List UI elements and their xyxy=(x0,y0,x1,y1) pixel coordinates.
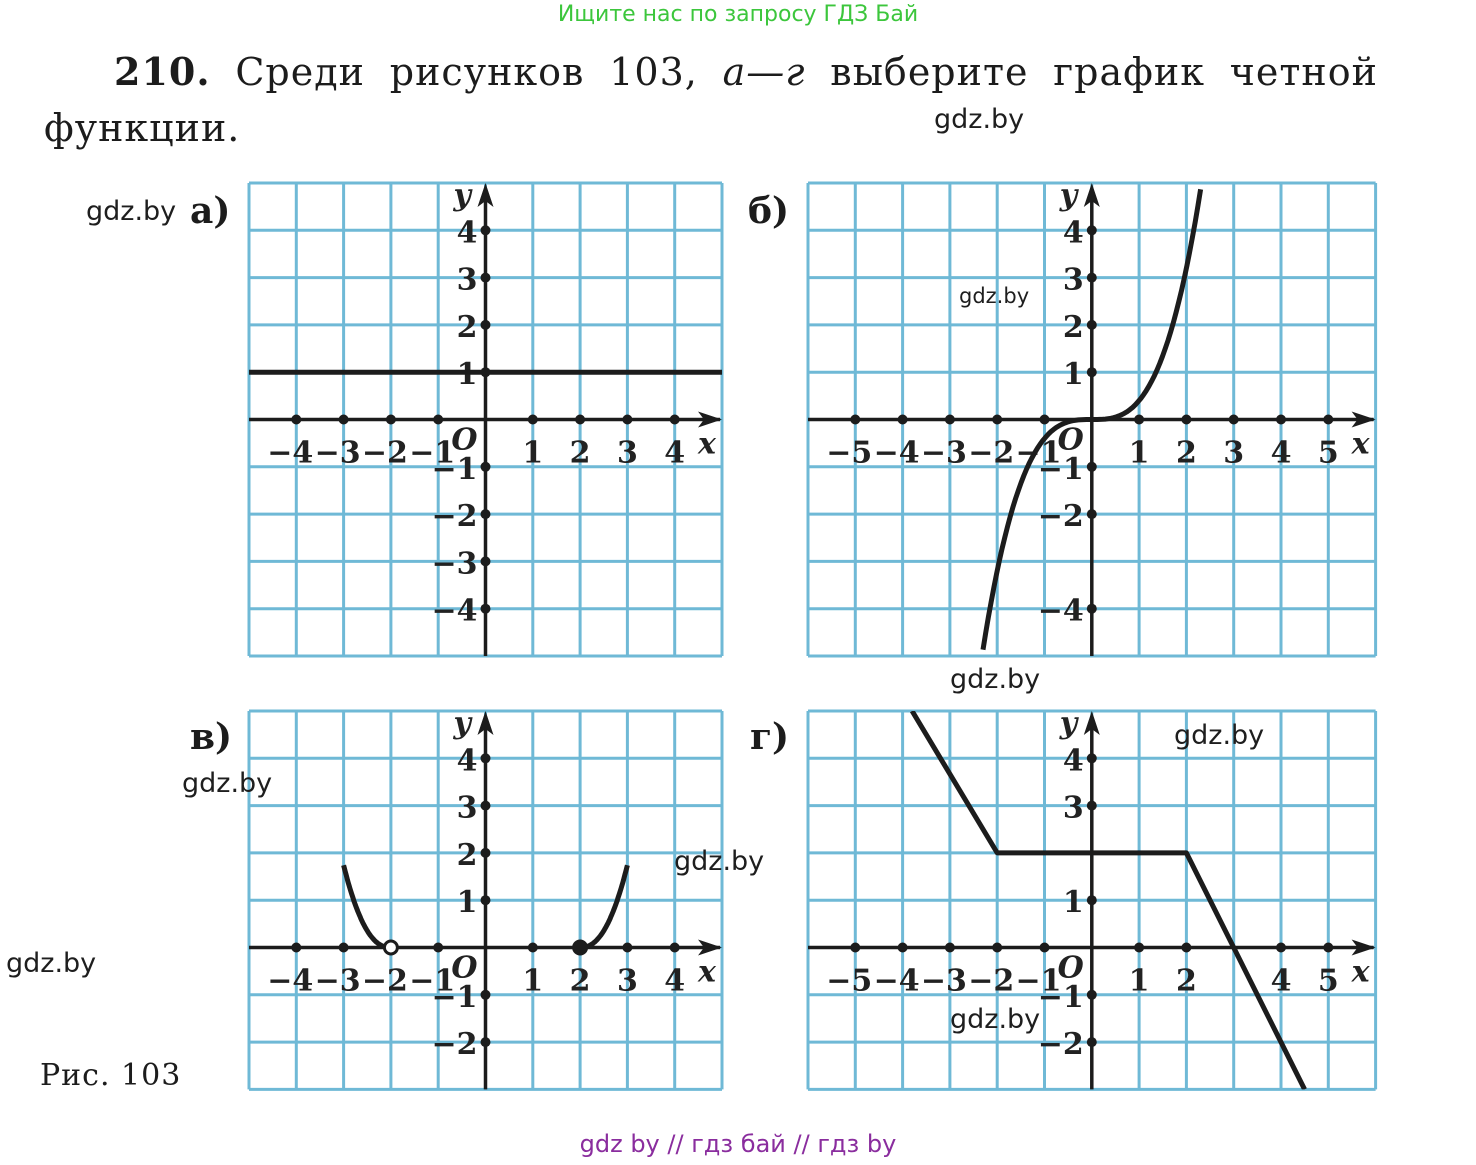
x-tick-label: −5 xyxy=(826,435,873,471)
problem-word: выберите xyxy=(830,50,1029,94)
x-tick-label: −1 xyxy=(409,435,456,471)
figure-caption: Рис. 103 xyxy=(40,1058,182,1093)
x-tick-label: −3 xyxy=(920,435,967,471)
x-tick xyxy=(992,415,1002,425)
x-tick xyxy=(850,415,860,425)
x-tick-label: 1 xyxy=(1128,435,1150,471)
x-tick-label: 4 xyxy=(1270,963,1292,999)
problem-line-2: функции. xyxy=(44,106,241,150)
y-tick xyxy=(481,556,491,566)
x-tick-label: −4 xyxy=(267,963,314,999)
y-tick xyxy=(481,225,491,235)
x-tick-label: 5 xyxy=(1317,435,1339,471)
y-tick-label: −1 xyxy=(431,451,478,487)
x-tick xyxy=(1134,943,1144,953)
origin-label: O xyxy=(451,422,478,458)
x-tick-label: −4 xyxy=(267,435,314,471)
y-tick xyxy=(481,462,491,472)
watermark: gdz.by xyxy=(182,768,273,799)
y-tick-label: 4 xyxy=(456,215,478,251)
panel-label-a: а) xyxy=(190,190,231,232)
y-tick-label: −1 xyxy=(1037,979,1084,1015)
x-tick-label: 3 xyxy=(616,963,638,999)
footer-links: gdz by // гдз бай // гдз by xyxy=(579,1130,897,1158)
x-tick-label: 4 xyxy=(664,435,686,471)
origin-label: O xyxy=(1057,950,1084,986)
watermark: gdz.by xyxy=(86,196,177,227)
y-tick xyxy=(481,509,491,519)
x-tick xyxy=(945,943,955,953)
y-tick xyxy=(481,895,491,905)
y-tick-label: −2 xyxy=(431,1027,478,1063)
x-tick-label: 3 xyxy=(1223,435,1245,471)
x-tick-label: −3 xyxy=(314,963,361,999)
x-axis-name: x xyxy=(1351,426,1370,462)
y-tick-label: 3 xyxy=(1062,262,1084,298)
x-tick-label: 4 xyxy=(664,963,686,999)
y-tick-label: 1 xyxy=(1062,885,1084,921)
origin-label: O xyxy=(451,950,478,986)
y-tick xyxy=(481,801,491,811)
y-tick-label: 3 xyxy=(456,790,478,826)
y-axis-name: y xyxy=(1059,706,1078,741)
graph-panel-g xyxy=(808,706,1376,1089)
x-tick xyxy=(622,943,632,953)
x-tick-label: −2 xyxy=(361,435,408,471)
x-tick xyxy=(339,943,349,953)
x-tick xyxy=(386,415,396,425)
y-tick-label: 1 xyxy=(456,357,478,393)
x-tick-label: 2 xyxy=(1175,963,1197,999)
x-tick xyxy=(291,415,301,425)
x-tick xyxy=(575,415,585,425)
x-tick-label: 2 xyxy=(1175,435,1197,471)
y-tick xyxy=(481,1037,491,1047)
y-tick xyxy=(481,848,491,858)
y-tick-label: 4 xyxy=(456,743,478,779)
x-tick xyxy=(850,943,860,953)
problem-word: график xyxy=(1053,50,1205,94)
closed-point xyxy=(574,941,587,954)
watermark: gdz.by xyxy=(950,1004,1041,1035)
y-tick-label: 4 xyxy=(1062,743,1084,779)
x-tick xyxy=(1040,943,1050,953)
x-tick xyxy=(945,415,955,425)
x-tick xyxy=(898,415,908,425)
y-tick xyxy=(481,604,491,614)
function-curve xyxy=(580,865,627,947)
watermark: gdz.by xyxy=(674,846,765,877)
y-tick xyxy=(1087,462,1097,472)
x-tick xyxy=(992,943,1002,953)
y-axis-name: y xyxy=(1059,178,1078,213)
x-tick-label: −4 xyxy=(873,963,920,999)
x-tick-label: −3 xyxy=(314,435,361,471)
x-tick xyxy=(1276,943,1286,953)
y-tick xyxy=(481,320,491,330)
y-tick-label: −2 xyxy=(1037,1027,1084,1063)
function-curve xyxy=(344,865,391,947)
y-tick-label: −1 xyxy=(1037,451,1084,487)
x-tick xyxy=(1323,943,1333,953)
problem-number: 210. xyxy=(114,49,211,94)
y-tick-label: −4 xyxy=(431,593,478,629)
panel-label-g: г) xyxy=(750,716,790,758)
problem-word: 103, xyxy=(609,50,698,94)
x-tick-label: 5 xyxy=(1317,963,1339,999)
y-tick-label: −2 xyxy=(1037,499,1084,535)
y-tick xyxy=(481,273,491,283)
y-tick-label: −3 xyxy=(431,546,478,582)
x-tick xyxy=(670,415,680,425)
y-tick-label: −1 xyxy=(431,979,478,1015)
y-tick xyxy=(1087,801,1097,811)
top-banner: Ищите нас по запросу ГДЗ Бай xyxy=(557,2,919,27)
x-tick xyxy=(433,415,443,425)
y-tick-label: 2 xyxy=(456,309,478,345)
x-tick-label: 2 xyxy=(569,435,591,471)
y-tick xyxy=(1087,225,1097,235)
x-axis-name: x xyxy=(1351,954,1370,990)
x-tick xyxy=(898,943,908,953)
y-axis-name: y xyxy=(453,178,471,213)
x-tick xyxy=(1229,415,1239,425)
y-tick-label: 3 xyxy=(1062,790,1084,826)
y-tick-label: 4 xyxy=(1062,215,1084,251)
x-tick-label: −2 xyxy=(968,435,1015,471)
y-tick xyxy=(1087,273,1097,283)
graph-panel-b xyxy=(808,178,1376,656)
x-tick-label: −1 xyxy=(1015,963,1062,999)
y-tick-label: −2 xyxy=(431,499,478,535)
y-tick xyxy=(1087,1037,1097,1047)
y-tick-label: 3 xyxy=(456,262,478,298)
problem-word-italic: а—г xyxy=(722,50,806,94)
y-tick xyxy=(1087,895,1097,905)
x-tick-label: −1 xyxy=(1015,435,1062,471)
watermark: gdz.by xyxy=(950,664,1041,695)
x-tick-label: 1 xyxy=(522,435,544,471)
x-tick-label: −5 xyxy=(826,963,873,999)
x-axis-name: x xyxy=(698,426,716,462)
open-point xyxy=(384,941,397,954)
x-tick xyxy=(528,415,538,425)
x-tick xyxy=(1040,415,1050,425)
y-tick-label: 2 xyxy=(1062,309,1084,345)
x-tick-label: 4 xyxy=(1270,435,1292,471)
y-tick xyxy=(1087,990,1097,1000)
problem-word: рисунков xyxy=(389,50,585,94)
panel-label-b: б) xyxy=(748,190,790,232)
x-axis-name: x xyxy=(698,954,716,990)
y-tick-label: 2 xyxy=(456,837,478,873)
x-tick xyxy=(670,943,680,953)
x-tick xyxy=(339,415,349,425)
y-tick-label: 1 xyxy=(456,885,478,921)
x-tick-label: 2 xyxy=(569,963,591,999)
y-tick-label: 1 xyxy=(1062,357,1084,393)
y-tick xyxy=(481,753,491,763)
x-tick xyxy=(1323,415,1333,425)
x-tick-label: 1 xyxy=(1128,963,1150,999)
x-tick-label: −3 xyxy=(920,963,967,999)
problem-text xyxy=(44,44,1378,156)
x-tick xyxy=(1276,415,1286,425)
x-tick-label: −4 xyxy=(873,435,920,471)
watermark: gdz.by xyxy=(1174,720,1265,751)
x-tick-label: −1 xyxy=(409,963,456,999)
y-tick xyxy=(1087,753,1097,763)
watermark: gdz.by xyxy=(934,104,1025,135)
y-tick-label: −4 xyxy=(1037,593,1084,629)
panel-label-v: в) xyxy=(190,716,233,758)
x-tick-label: −2 xyxy=(361,963,408,999)
problem-word: Среди xyxy=(235,50,365,94)
x-tick xyxy=(1181,415,1191,425)
watermark: gdz.by xyxy=(6,948,97,979)
y-axis-name: y xyxy=(453,706,471,741)
x-tick-label: 1 xyxy=(522,963,544,999)
problem-word: четной xyxy=(1229,50,1378,94)
graph-panel-v xyxy=(249,706,722,1089)
y-tick xyxy=(1087,367,1097,377)
y-tick xyxy=(1087,604,1097,614)
x-tick xyxy=(1134,415,1144,425)
y-tick xyxy=(481,990,491,1000)
y-tick xyxy=(1087,509,1097,519)
y-tick xyxy=(1087,320,1097,330)
x-tick xyxy=(291,943,301,953)
x-tick xyxy=(433,943,443,953)
x-tick-label: 3 xyxy=(616,435,638,471)
x-tick xyxy=(622,415,632,425)
x-tick-label: −2 xyxy=(968,963,1015,999)
watermark: gdz.by xyxy=(959,284,1030,308)
graph-panel-a xyxy=(249,178,722,656)
x-tick xyxy=(1181,943,1191,953)
x-tick xyxy=(528,943,538,953)
origin-label: O xyxy=(1057,422,1084,458)
